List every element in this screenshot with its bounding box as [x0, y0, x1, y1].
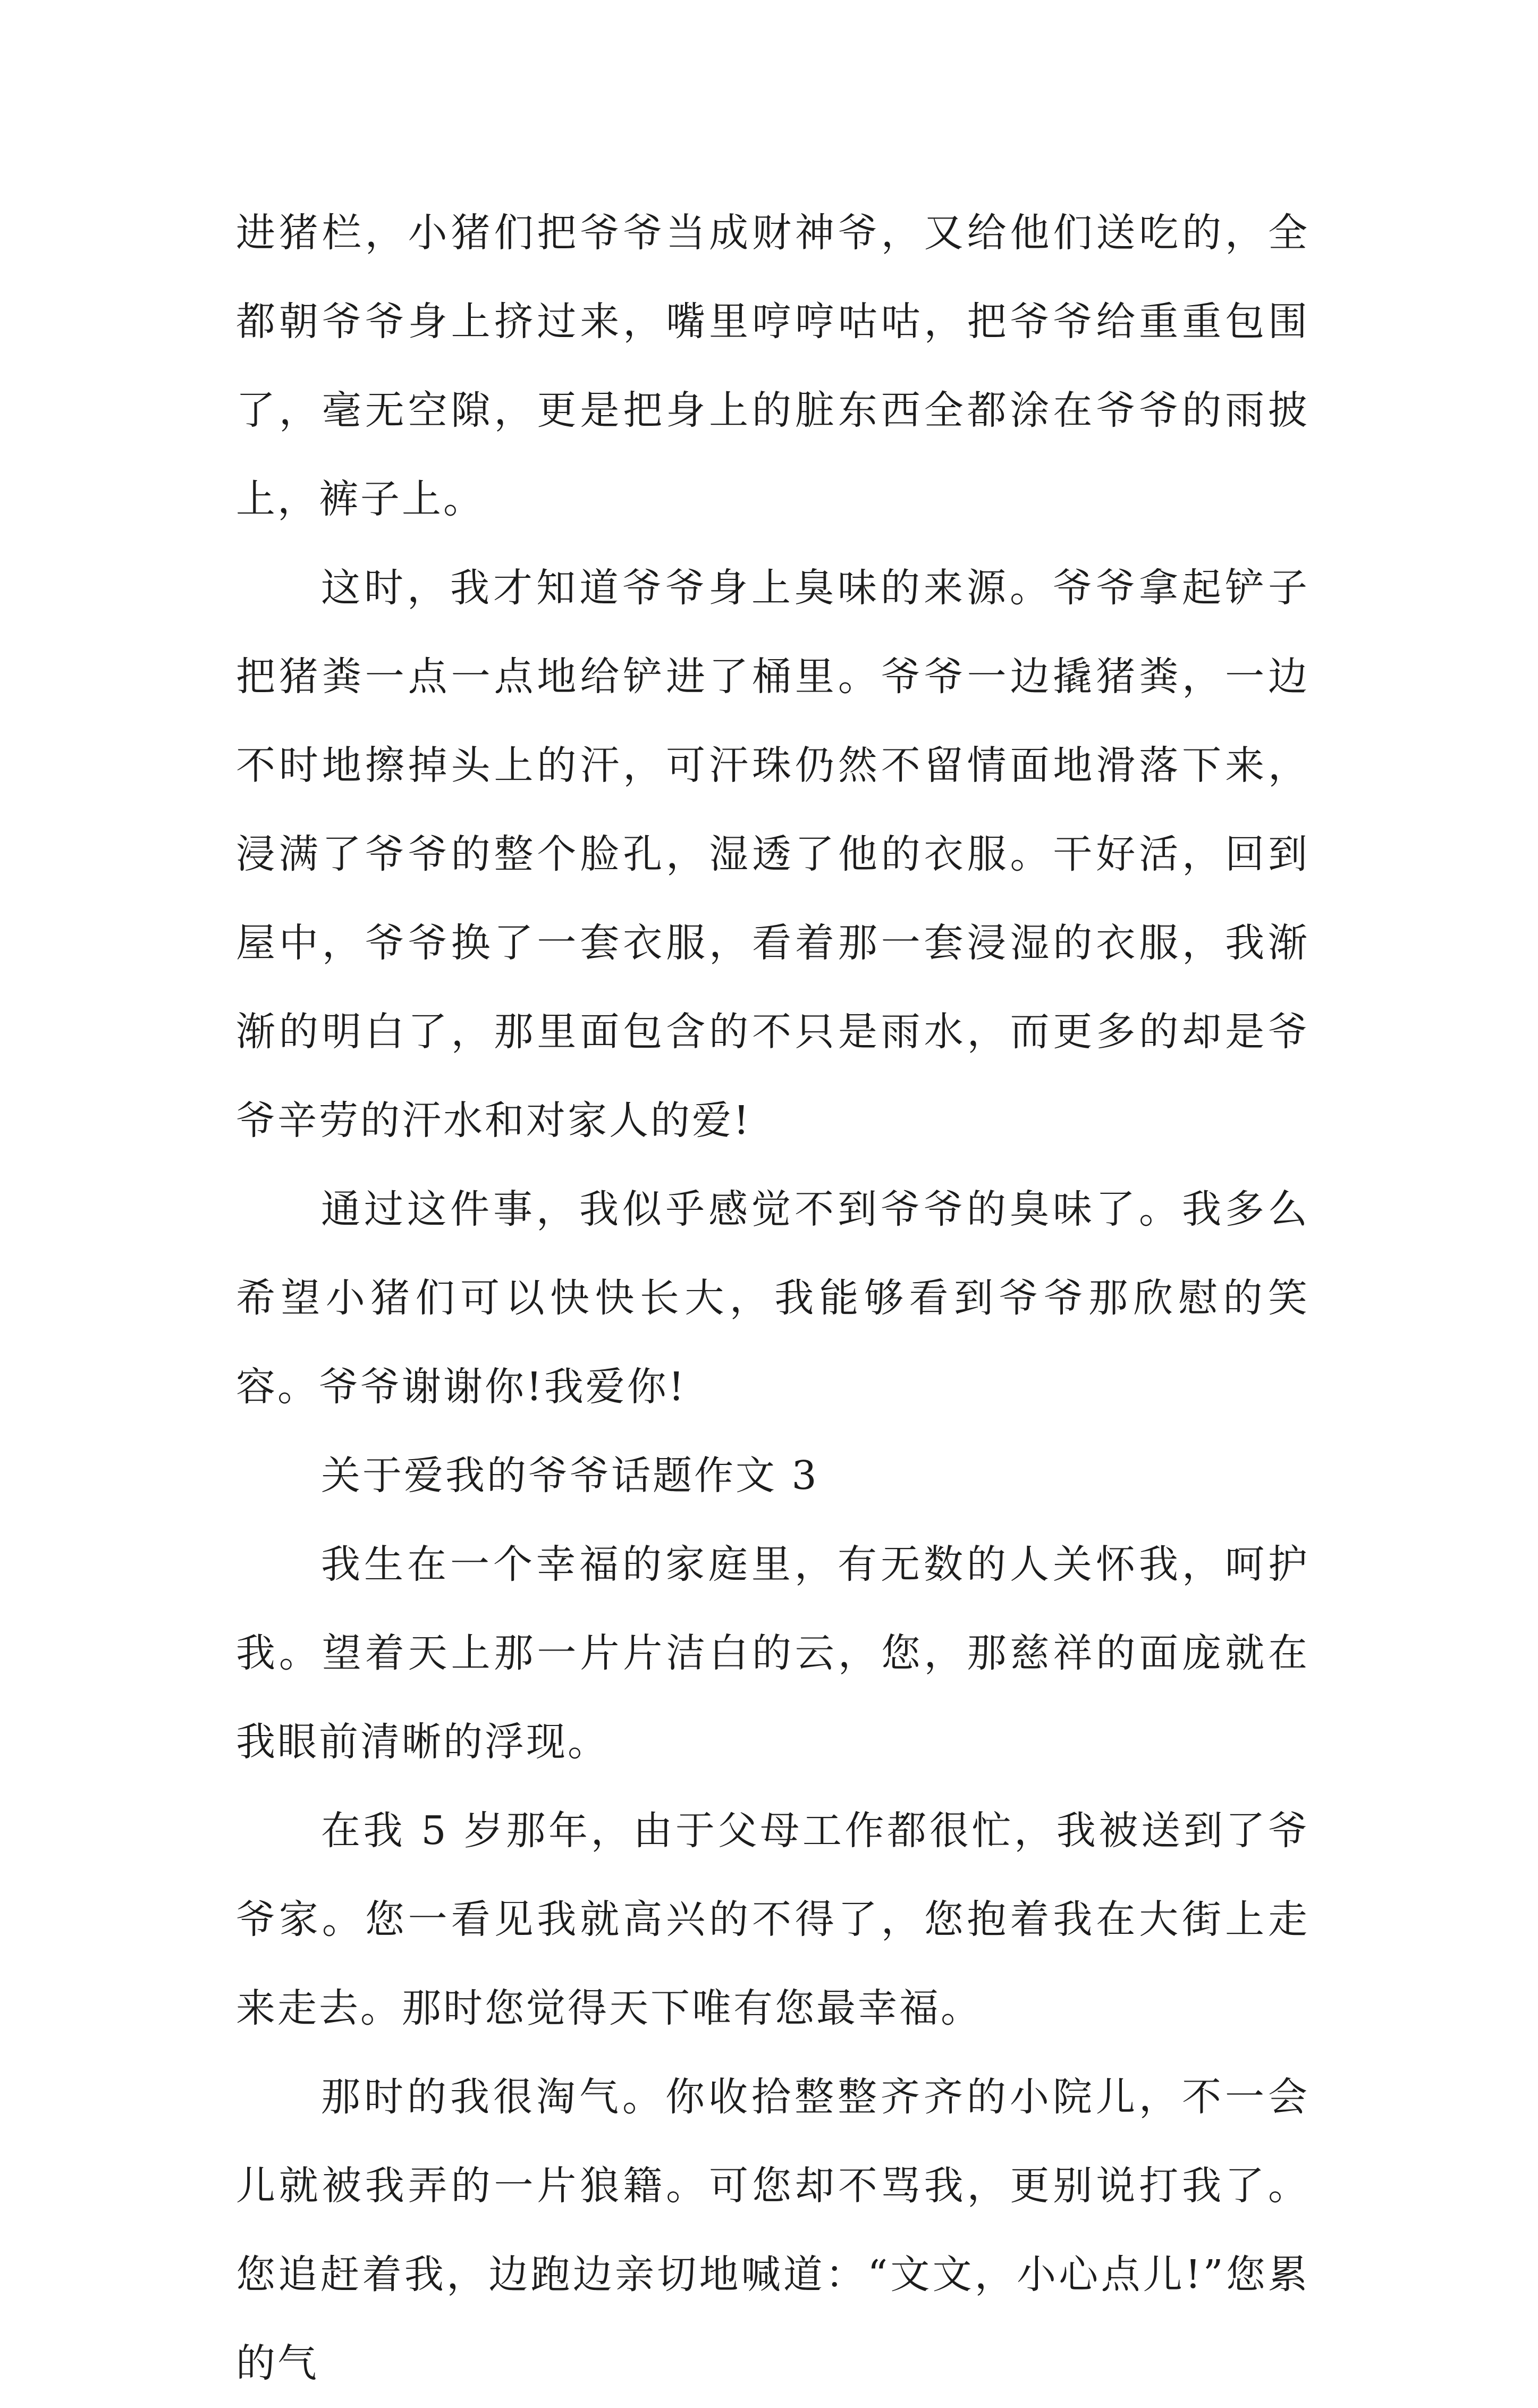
paragraph-6: 那时的我很淘气。你收拾整整齐齐的小院儿，不一会儿就被我弄的一片狼籍。可您却不骂我，更别说打我了。您追赶着我，边跑边亲切地喊道：“文文，小心点儿!”您累的气 [236, 2074, 1309, 2386]
essay-body [236, 189, 1309, 2408]
paragraph-4: 我生在一个幸福的家庭里，有无数的人关怀我，呵护我。望着天上那一片片洁白的云，您，那慈祥的面庞就在我眼前清晰的浮现。 [236, 1542, 1309, 1765]
section-heading: 关于爱我的爷爷话题作文 3 [321, 1453, 819, 1498]
paragraph-2: 这时，我才知道爷爷身上臭味的来源。爷爷拿起铲子把猪粪一点一点地给铲进了桶里。爷爷一边撬猪粪，一边不时地擦掉头上的汗，可汗珠仍然不留情面地滑落下来，浸满了爷爷的整个脸孔，湿透了他的衣服。干好活，回到屋中，爷爷换了一套衣服，看着那一套浸湿的衣服，我渐渐的明白了，那里面包含的不只是雨水，而更多的却是爷爷辛劳的汗水和对家人的爱! [236, 565, 1309, 1143]
paragraph-1: 进猪栏，小猪们把爷爷当成财神爷，又给他们送吃的，全都朝爷爷身上挤过来，嘴里哼哼咕咕，把爷爷给重重包围了，毫无空隙，更是把身上的脏东西全都涂在爷爷的雨披上，裤子上。 [236, 210, 1309, 522]
paragraph-5: 在我 5 岁那年，由于父母工作都很忙，我被送到了爷爷家。您一看见我就高兴的不得了，您抱着我在大街上走来走去。那时您觉得天下唯有您最幸福。 [236, 1808, 1309, 2031]
paragraph-3: 通过这件事，我似乎感觉不到爷爷的臭味了。我多么希望小猪们可以快快长大，我能够看到爷爷那欣慰的笑容。爷爷谢谢你!我爱你! [236, 1186, 1309, 1410]
